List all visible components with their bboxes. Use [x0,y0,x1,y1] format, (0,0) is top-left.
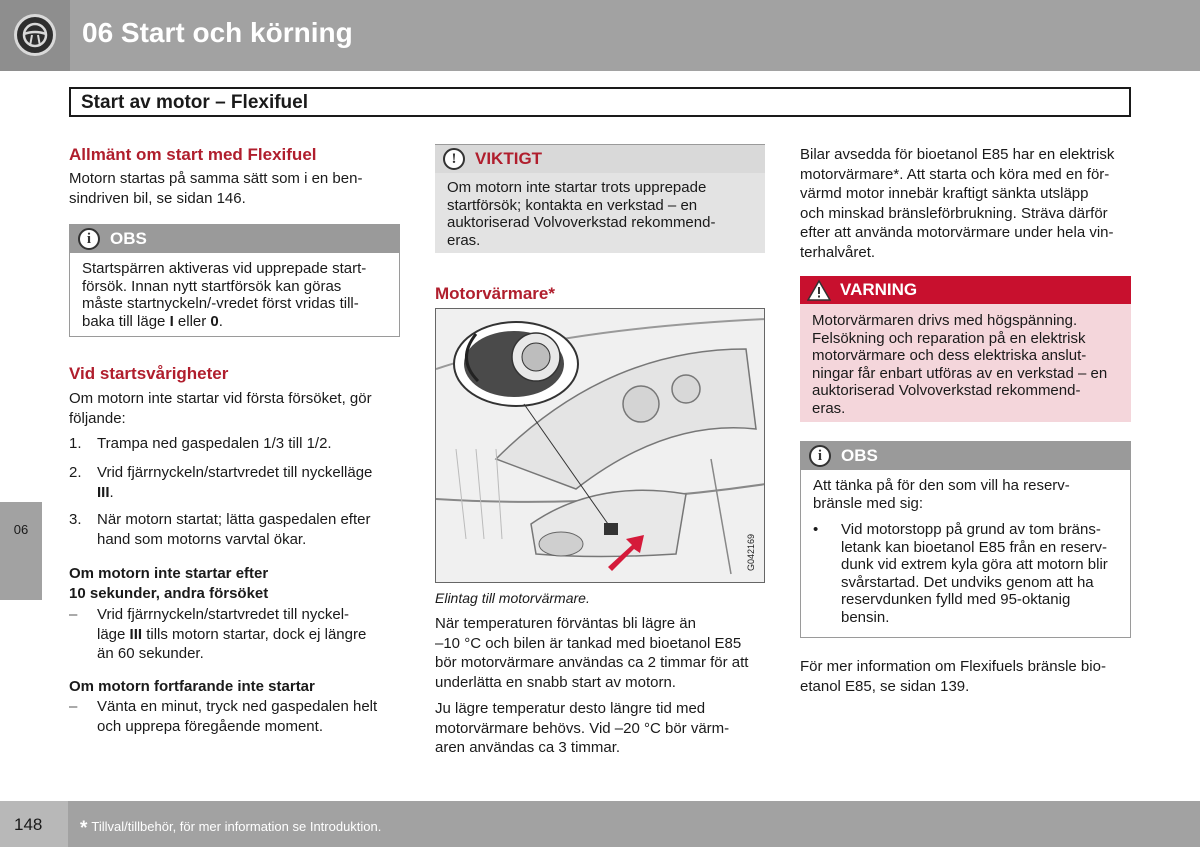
text-span: läge [97,625,130,643]
car-front-drawing [436,309,765,583]
text-line: underlätta en snabb start av motorn. [435,673,676,691]
heading-engine-heater: Motorvärmare* [435,284,555,303]
key-position-III: III [129,625,143,643]
text-line: 10 sekunder, andra försöket [69,585,269,602]
viktigt-header [435,145,765,173]
obs-label: OBS [841,446,878,465]
key-position-III: III [97,483,110,501]
text-line: efter att använda motorvärmare under hela vin- [800,224,1114,241]
obs-note-box [69,224,400,337]
text-span: eller [173,312,211,330]
page-footer [0,801,1200,847]
text-line: aren användas ca 3 timmar. [435,739,621,756]
list-text [97,510,370,549]
page-number: 148 [14,815,43,834]
list-number: 3. [69,511,82,528]
text-line: auktoriserad Volvoverkstad rekommend- [812,382,1081,399]
text-line: dunk vid extrem kyla göra att motorn blir [841,556,1108,573]
text-line: Vänta en minut, tryck ned gaspedalen helt [97,698,378,715]
text-line: Att tänka på för den som vill ha reserv- [813,477,1070,494]
text-line: Om motorn inte startar vid första försöket, gör [69,390,372,407]
bullet-text [841,521,1131,626]
text-line: motorvärmare och dess elektriska anslut- [812,347,1087,364]
text-line: svårstartad. Det undviks genom att ha [841,573,1094,591]
obs-note-text [82,260,366,330]
text-line: och minskad bränsleförbrukning. Sträva därför [800,204,1108,222]
text-line: bensin. [841,608,890,626]
text-line: följande: [69,409,126,427]
text-line: etanol E85, se sidan 139. [800,677,970,695]
varning-body [800,304,1131,422]
obs-reserve-fuel-box [800,441,1131,638]
text-line: När temperaturen förväntas bli lägre än [435,615,696,632]
paragraph-more-info [800,657,1106,696]
text-line: När motorn startat; lätta gaspedalen efter [97,511,371,528]
viktigt-label: VIKTIGT [475,149,543,168]
section-title-box [69,87,1131,117]
list-text: Trampa ned gaspedalen 1/3 till 1/2. [97,435,332,452]
bullet-marker: • [813,521,819,538]
text-line: och upprepa föregående moment. [97,717,323,735]
viktigt-box [435,144,765,252]
footer-page-box [0,801,68,847]
varning-box [800,276,1131,422]
dash-text [97,697,377,736]
text-line: hand som motorns varvtal ökar. [97,530,307,548]
dash-item [69,697,400,737]
text-line: startförsök; kontakta en verkstad – en [447,196,698,214]
paragraph-general-start [69,169,362,208]
bullet-item [813,521,1123,629]
illustration-caption: Elintag till motorvärmare. [435,590,590,606]
info-icon: i [809,445,831,467]
text-line: –10 °C och bilen är tankad med bioetanol E85 [435,634,742,652]
list-text [97,463,372,502]
viktigt-body [435,173,765,253]
paragraph-temperature [435,614,748,692]
paragraph-lower-temperature [435,699,729,758]
text-line: Felsökning och reparation på en elektrisk [812,329,1086,347]
text-span: . [218,312,223,330]
text-line: Startspärren aktiveras vid upprepade start- [82,260,367,277]
footnote-star: * [80,818,88,839]
obs-reserve-header [801,442,1130,470]
viktigt-text [447,179,715,249]
text-line: Motorvärmaren drivs med högspänning. [812,312,1078,329]
dash-text [97,605,366,664]
obs-note-header [70,225,399,253]
text-line: Om motorn inte startar trots upprepade [447,179,707,196]
text-line: Bilar avsedda för bioetanol E85 har en elektrisk [800,146,1115,163]
info-icon: i [78,228,100,250]
steering-wheel-icon [14,14,56,56]
exclamation-icon: ! [443,148,465,170]
text-line: försök. Innan nytt startförsök kan göras [82,277,342,295]
text-line: Motorn startas på samma sätt som i en ben- [69,170,363,187]
text-line [97,625,366,645]
text-span: . [109,483,114,501]
text-line: bör motorvärmare användas ca 2 timmar för att [435,654,749,671]
image-code: G042169 [746,533,756,571]
text-line: Vid motorstopp på grund av tom bräns- [841,521,1101,538]
text-line: än 60 sekunder. [97,645,204,662]
list-item [69,510,400,550]
varning-text [812,312,1107,417]
text-line: Ju lägre temperatur desto längre tid med [435,700,706,717]
text-line: För mer information om Flexifuels bränsle bio- [800,658,1106,675]
text-line [82,313,366,331]
text-line: terhalvåret. [800,243,876,261]
text-line: motorvärmare*. Att starta och köra med en för- [800,165,1110,183]
text-line: Om motorn inte startar efter [69,565,269,582]
dash-item [69,605,400,665]
header-icon-tab [0,0,70,71]
text-span: tills motorn startar, dock ej längre [142,625,367,643]
varning-header [800,276,1131,304]
text-span: baka till läge [82,312,170,330]
warning-triangle-icon [807,279,831,301]
section-title: Start av motor – Flexifuel [81,92,309,113]
footnote [80,818,381,840]
text-line: letank kan bioetanol E85 från en reserv- [841,538,1107,556]
text-line: ningar får enbart utföras av en verkstad – en [812,364,1108,382]
text-line: bränsle med sig: [813,494,924,512]
heading-general-start: Allmänt om start med Flexifuel [69,145,317,164]
paragraph-bioethanol-heater [800,145,1114,262]
heading-still-no-start: Om motorn fortfarande inte startar [69,678,315,695]
text-line: eras. [812,399,846,417]
text-line: reservdunken fylld med 95-oktanig [841,591,1071,608]
text-line: auktoriserad Volvoverkstad rekommend- [447,214,716,231]
chapter-title: 06 Start och körning [82,17,353,48]
text-line: värmd motor innebär kraftigt sänkta utsläpp [800,185,1089,202]
text-line: Vrid fjärrnyckeln/startvredet till nyckelläge [97,464,373,481]
footnote-text: Tillval/tillbehör, för mer information se Introduktion. [91,819,382,834]
chapter-side-tab [0,502,42,600]
engine-heater-illustration [435,308,765,583]
dash-marker: – [69,606,78,623]
obs-reserve-text [813,477,1123,629]
side-tab-label: 06 [13,522,29,537]
obs-label: OBS [110,229,147,248]
list-number: 1. [69,435,82,452]
list-item [69,463,400,503]
heading-second-attempt [69,564,268,604]
text-line [97,483,372,503]
dash-marker: – [69,698,78,715]
text-line: måste startnyckeln/-vredet först vridas till- [82,295,359,312]
text-line: sindriven bil, se sidan 146. [69,189,246,207]
page-header [0,0,1200,71]
heading-start-difficulties: Vid startsvårigheter [69,364,229,383]
key-position-0: 0 [210,312,219,330]
text-line: motorvärmare behövs. Vid –20 °C bör värm- [435,719,730,737]
text-line: eras. [447,231,481,249]
key-position-I: I [169,312,174,330]
list-number: 2. [69,464,82,481]
text-line: Vrid fjärrnyckeln/startvredet till nyckel- [97,606,350,623]
paragraph-start-difficulties [69,389,372,428]
varning-label: VARNING [840,280,918,299]
list-item [69,434,400,454]
